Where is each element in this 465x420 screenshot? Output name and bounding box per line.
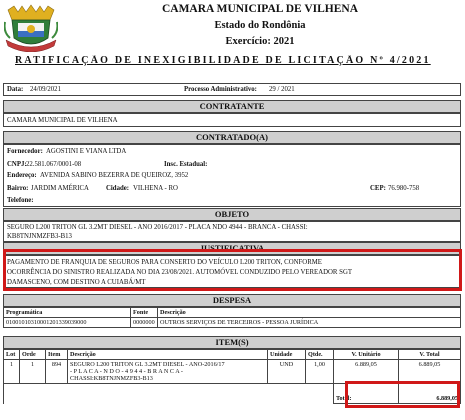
cnpj-value: 22.581.067/0001-08 — [26, 161, 82, 168]
col-lot: Lot — [4, 350, 20, 360]
justificativa-line-2: OCORRÊNCIA DO SINISTRO REALIZADA NO DIA 23/08/2021. AUTOMÓVEL CONDUZIDO PELO VEREADOR SGT — [7, 269, 353, 276]
justificativa-highlight — [3, 249, 462, 291]
city-value: VILHENA - RO — [133, 185, 178, 192]
total-highlight — [345, 381, 460, 408]
total-label: Total: — [334, 384, 399, 404]
contratado-heading: CONTRATADO(A) — [3, 131, 461, 144]
col-qtde: Qtde. — [306, 350, 334, 360]
col-item: Item — [46, 350, 68, 360]
district-value: JARDIM AMÉRICA — [31, 185, 89, 192]
col-orde: Orde — [20, 350, 46, 360]
item-description-line-3: CHASSI:KB8TNJNMZFB3-B13 — [70, 375, 153, 382]
city-label: Cidade: — [106, 185, 130, 192]
contratante-heading: CONTRATANTE — [3, 100, 461, 113]
objeto-heading: OBJETO — [3, 208, 461, 221]
objeto-block — [3, 221, 461, 242]
item-lot: 1 — [4, 360, 20, 384]
objeto-line-2: KB8TNJNMZFB3-B13 — [7, 233, 72, 240]
district-label: Bairro: — [7, 185, 29, 192]
date-label: Data: — [7, 86, 24, 93]
col-fonte: Fonte — [131, 308, 158, 318]
meta-row — [3, 83, 461, 96]
item-unidade: UND — [268, 360, 306, 384]
supplier-label: Fornecedor: — [7, 148, 43, 155]
ratification-heading: RATIFICAÇÃO DE INEXIGIBILIDADE DE LICITAÇÃO Nº 4/2021 — [15, 55, 431, 66]
contratante-row — [3, 113, 461, 127]
col-v-total: V. Total — [399, 350, 461, 360]
descricao-value: OUTROS SERVIÇOS DE TERCEIROS - PESSOA JURÍDICA — [158, 318, 461, 328]
programatica-value: 01001010310001201339039000 — [4, 318, 131, 328]
item-description-line-2: - P L A C A - N D O - 4 9 4 4 - B R A N C A - — [70, 368, 183, 375]
total-value: 6.889,05 — [399, 384, 461, 404]
items-heading: ITEM(S) — [3, 336, 461, 349]
document-title: CAMARA MUNICIPAL DE VILHENA — [161, 3, 359, 15]
fonte-value: 0000000 — [131, 318, 158, 328]
fiscal-year: Exercício: 2021 — [225, 36, 295, 47]
col-unidade: Unidade — [268, 350, 306, 360]
state-name: Estado do Rondônia — [214, 20, 306, 31]
process-label: Processo Administrativo: — [184, 86, 257, 93]
col-v-unitario: V. Unitário — [334, 350, 399, 360]
item-orde: 1 — [20, 360, 46, 384]
phone-label: Telefone: — [7, 197, 34, 204]
objeto-line-1: SEGURO L200 TRITON GL 3.2MT DIESEL - ANO 2016/2017 - PLACA NDO 4944 - BRANCA - CHASSI: — [7, 224, 308, 231]
item-description — [68, 360, 268, 384]
justificativa-heading: JUSTIFICATIVA — [3, 242, 461, 255]
col-descricao: Descrição — [68, 350, 268, 360]
date-value: 24/09/2021 — [30, 86, 61, 93]
table-row — [4, 360, 461, 384]
item-description-line-1: SEGURO L200 TRITON GL 3.2MT DIESEL - ANO-2016/17 — [70, 361, 225, 368]
item-unit-value: 6.889,05 — [334, 360, 399, 384]
col-descricao: Descrição — [158, 308, 461, 318]
cnpj-label: CNPJ: — [7, 161, 27, 168]
address-label: Endereço: — [7, 172, 37, 179]
process-value: 29 / 2021 — [269, 86, 295, 93]
cep-value: 76.980-758 — [388, 185, 420, 192]
item-number: 894 — [46, 360, 68, 384]
justificativa-line-3: DAMASCENO, COM DESTINO A CUIABÁ/MT — [7, 279, 146, 286]
insc-label: Insc. Estadual: — [164, 161, 208, 168]
col-programatica: Programática — [4, 308, 131, 318]
address-value: AVENIDA SABINO BEZERRA DE QUEIROZ, 3952 — [40, 172, 189, 179]
justificativa-line-1: PAGAMENTO DE FRANQUIA DE SEGUROS PARA CONSERTO DO VEÍCULO L200 TRITON, CONFORME — [7, 259, 322, 266]
supplier-value: AGOSTINI E VIANA LTDA — [46, 148, 127, 155]
despesa-table — [3, 307, 461, 328]
table-row — [4, 318, 461, 328]
municipal-seal-icon — [4, 2, 58, 52]
item-total-value: 6.889,05 — [399, 360, 461, 384]
contratado-block — [3, 144, 461, 207]
contratante-name: CAMARA MUNICIPAL DE VILHENA — [7, 117, 118, 124]
cep-label: CEP: — [370, 185, 386, 192]
item-qtde: 1,00 — [306, 360, 334, 384]
despesa-heading: DESPESA — [3, 294, 461, 307]
